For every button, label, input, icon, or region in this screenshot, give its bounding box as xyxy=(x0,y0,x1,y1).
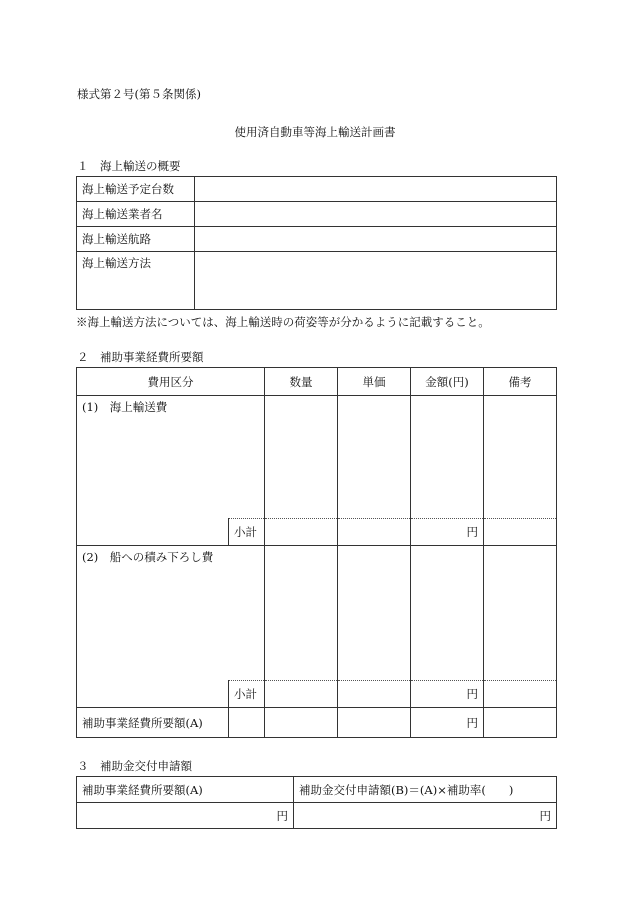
header-amount: 金額(円) xyxy=(411,368,484,396)
item1-subtotal-label: 小計 xyxy=(229,519,265,546)
item2-subtotal-label: 小計 xyxy=(229,681,265,708)
header-category: 費用区分 xyxy=(77,368,265,396)
overview-table xyxy=(76,176,557,310)
item1-amount[interactable] xyxy=(411,396,484,519)
header-unit-price: 単価 xyxy=(338,368,411,396)
header-qty: 数量 xyxy=(265,368,338,396)
item1-blank xyxy=(77,519,229,546)
item1-remarks[interactable] xyxy=(484,396,557,519)
item2-subtotal-yen: 円 xyxy=(411,681,484,708)
expense-table xyxy=(76,367,557,738)
item1-subtotal-unit[interactable] xyxy=(338,519,411,546)
item2-amount[interactable] xyxy=(411,546,484,681)
field-route[interactable] xyxy=(195,227,557,252)
total-qty[interactable] xyxy=(265,708,338,738)
item2-remarks[interactable] xyxy=(484,546,557,681)
grant-col2-label: 補助金交付申請額(B)＝(A)×補助率( ) xyxy=(294,777,557,803)
grant-col1-label: 補助事業経費所要額(A) xyxy=(77,777,294,803)
label-route: 海上輸送航路 xyxy=(77,227,195,252)
grant-table xyxy=(76,776,557,829)
total-yen: 円 xyxy=(411,708,484,738)
section2-heading: ２ 補助事業経費所要額 xyxy=(77,350,204,364)
label-carrier-name: 海上輸送業者名 xyxy=(77,202,195,227)
total-unit[interactable] xyxy=(338,708,411,738)
item1-subtotal-yen: 円 xyxy=(411,519,484,546)
item2-unit-price[interactable] xyxy=(338,546,411,681)
page-title: 使用済自動車等海上輸送計画書 xyxy=(234,125,396,139)
item1-unit-price[interactable] xyxy=(338,396,411,519)
total-blank xyxy=(229,708,265,738)
item2-label: (2) 船への積み下ろし費 xyxy=(77,546,265,681)
total-label: 補助事業経費所要額(A) xyxy=(77,708,229,738)
item2-subtotal-qty[interactable] xyxy=(265,681,338,708)
field-vehicle-count[interactable] xyxy=(195,177,557,202)
item1-qty[interactable] xyxy=(265,396,338,519)
field-method[interactable] xyxy=(195,252,557,310)
section1-note: ※海上輸送方法については、海上輸送時の荷姿等が分かるように記載すること。 xyxy=(76,315,490,329)
section3-heading: ３ 補助金交付申請額 xyxy=(77,759,192,773)
label-method: 海上輸送方法 xyxy=(77,252,195,310)
header-remarks: 備考 xyxy=(484,368,557,396)
item2-subtotal-unit[interactable] xyxy=(338,681,411,708)
item1-subtotal-qty[interactable] xyxy=(265,519,338,546)
item1-label: (1) 海上輸送費 xyxy=(77,396,265,519)
item2-blank xyxy=(77,681,229,708)
grant-col1-yen: 円 xyxy=(77,803,294,829)
item1-subtotal-remarks[interactable] xyxy=(484,519,557,546)
item2-qty[interactable] xyxy=(265,546,338,681)
section1-heading: １ 海上輸送の概要 xyxy=(77,159,181,173)
label-vehicle-count: 海上輸送予定台数 xyxy=(77,177,195,202)
item2-subtotal-remarks[interactable] xyxy=(484,681,557,708)
form-number: 様式第２号(第５条関係) xyxy=(77,87,201,101)
grant-col2-yen: 円 xyxy=(294,803,557,829)
total-remarks[interactable] xyxy=(484,708,557,738)
field-carrier-name[interactable] xyxy=(195,202,557,227)
